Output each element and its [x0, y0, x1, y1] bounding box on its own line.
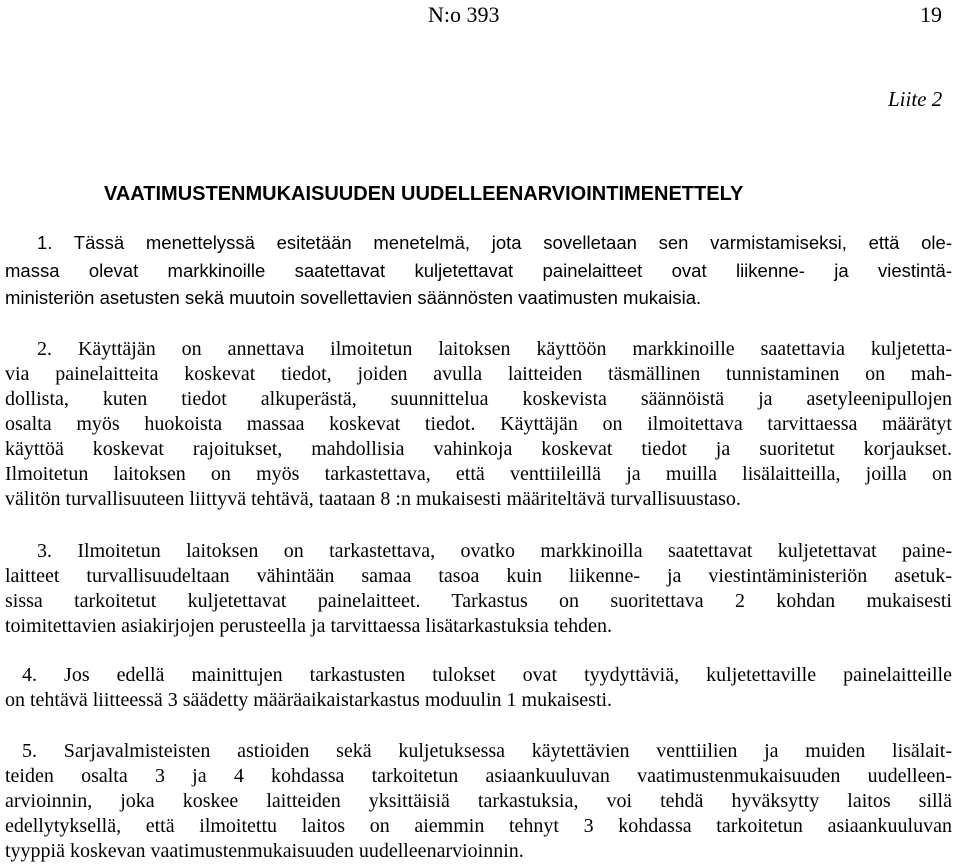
paragraph-line: 4. Jos edellä mainittujen tarkastusten tulokset ovat tyydyttäviä, kuljetettaville painelaitteille	[22, 664, 952, 686]
paragraph-line: toimitettavien asiakirjojen perusteella ja tarvittaessa lisätarkastuksia tehden.	[5, 615, 613, 637]
document-title: VAATIMUSTENMUKAISUUDEN UUDELLEENARVIOINTIMENETTELY	[104, 183, 744, 205]
paragraph-line: on tehtävä liitteessä 3 säädetty määräaikaistarkastus moduulin 1 mukaisesti.	[5, 689, 613, 711]
paragraph-line: Ilmoitetun laitoksen on myös tarkastettava, että venttiileillä ja muilla lisälaitteilla, joilla on	[5, 463, 952, 485]
paragraph-line: via painelaitteita koskevat tiedot, joiden avulla laitteiden täsmällinen tunnistaminen on mah-	[5, 363, 952, 385]
paragraph-line: välitön turvallisuuteen liittyvä tehtävä, taataan 8 :n mukaisesti määriteltävä turvallisuustaso.	[5, 488, 741, 510]
paragraph-line: edellytyksellä, että ilmoitettu laitos on aiemmin tehnyt 3 kohdassa tarkoitetun asiaankuuluvan	[5, 815, 952, 837]
paragraph-line: sissa tarkoitetut kuljetettavat painelaitteet. Tarkastus on suoritettava 2 kohdan mukaisesti	[5, 590, 952, 612]
annex-label: Liite 2	[888, 87, 943, 111]
paragraph-line: osalta myös huokoista massaa koskevat tiedot. Käyttäjän on ilmoitettava tarvittaessa määrätyt	[5, 413, 952, 435]
paragraph-line: massa olevat markkinoille saatettavat kuljetettavat painelaitteet ovat liikenne- ja viestintä-	[5, 260, 952, 281]
paragraph-line: tyyppiä koskevan vaatimustenmukaisuuden uudelleenarvioinnin.	[5, 840, 524, 862]
page-number: 19	[920, 2, 942, 27]
paragraph-line: ministeriön asetusten sekä muutoin sovellettavien säännösten vaatimusten mukaisia.	[5, 287, 702, 308]
paragraph-line: teiden osalta 3 ja 4 kohdassa tarkoitetun asiaankuuluvan vaatimustenmukaisuuden uudelleen-	[5, 765, 952, 787]
paragraph-line: 1. Tässä menettelyssä esitetään menetelmä, jota sovelletaan sen varmistamiseksi, että ole-	[37, 232, 952, 253]
paragraph-line: 3. Ilmoitetun laitoksen on tarkastettava, ovatko markkinoilla saatettavat kuljetettavat paine-	[37, 540, 952, 562]
paragraph-line: 2. Käyttäjän on annettava ilmoitetun laitoksen käyttöön markkinoille saatettavia kuljetetta-	[37, 338, 952, 360]
paragraph-line: laitteet turvallisuudeltaan vähintään samaa tasoa kuin liikenne- ja viestintäministeriön asetuk-	[5, 565, 952, 587]
paragraph-line: 5. Sarjavalmisteisten astioiden sekä kuljetuksessa käytettävien venttiilien ja muiden lisälait-	[22, 740, 952, 762]
paragraph-line: dollista, kuten tiedot alkuperästä, suunnittelua koskevista säännöistä ja asetyleenipullojen	[5, 388, 952, 410]
document-number: N:o 393	[428, 2, 500, 27]
paragraph-line: arvioinnin, joka koskee laitteiden yksittäisiä tarkastuksia, voi tehdä hyväksytty laitos sillä	[5, 790, 952, 812]
paragraph-line: käyttöä koskevat rajoitukset, mahdollisia vahinkoja koskevat tiedot ja suoritetut korjaukset.	[5, 438, 952, 460]
